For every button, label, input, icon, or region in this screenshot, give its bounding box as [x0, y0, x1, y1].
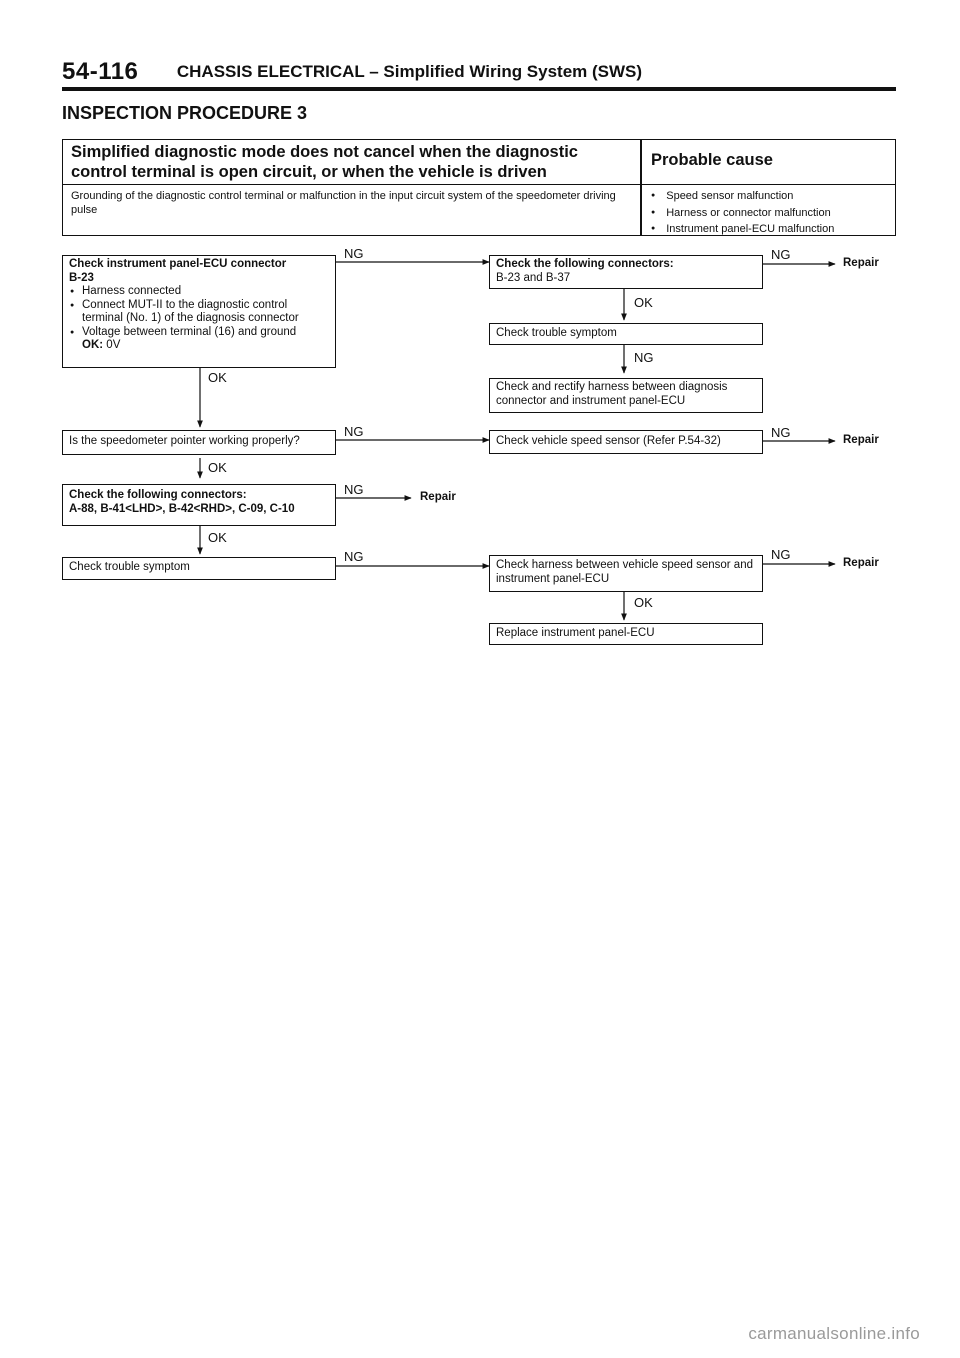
probable-cause-item: ● Harness or connector malfunction [651, 206, 834, 223]
ng-label: NG [634, 350, 654, 365]
step-replace-ecu [489, 623, 763, 645]
probable-cause-heading: Probable cause [651, 151, 773, 169]
probable-cause-item: ● Speed sensor malfunction [651, 189, 834, 206]
check-item: ● Connect MUT-II to the diagnostic control terminal (No. 1) of the diagnosis connector [69, 299, 329, 326]
ok-condition-value: 0V [106, 339, 121, 351]
ok-label: OK [208, 370, 227, 385]
ng-label: NG [771, 547, 791, 562]
step-check-speed-sensor [489, 430, 763, 454]
step-check-connectors [62, 484, 336, 526]
step-text: Is the speedometer pointer working properly? [69, 435, 300, 447]
repair-label: Repair [843, 257, 879, 269]
ok-label: OK [634, 295, 653, 310]
repair-label: Repair [843, 434, 879, 446]
probable-cause-item: ● Instrument panel-ECU malfunction [651, 222, 834, 239]
ok-condition [69, 339, 329, 353]
step-text: Check harness between vehicle speed sensor and instrument panel-ECU [496, 559, 753, 585]
connector-list: A-88, B-41<LHD>, B-42<RHD>, C-09, C-10 [69, 502, 295, 515]
repair-label: Repair [843, 557, 879, 569]
watermark: carmanualsonline.info [748, 1324, 920, 1343]
page-number: 54-116 [62, 58, 139, 85]
procedure-title: INSPECTION PROCEDURE 3 [62, 103, 308, 123]
ok-label: OK [634, 595, 653, 610]
step-text: Check and rectify harness between diagnosis connector and instrument panel-ECU [496, 381, 728, 407]
symptom-description: Grounding of the diagnostic control terminal or malfunction in the input circuit system of the speedometer driving pulse [71, 190, 616, 216]
step-title: Check the following connectors: [69, 489, 247, 501]
ng-label: NG [344, 424, 364, 439]
step-check-trouble-symptom-2 [489, 323, 763, 345]
step-rectify-harness [489, 378, 763, 413]
repair-label: Repair [420, 491, 456, 503]
step-check-b23-b37 [489, 255, 763, 289]
ng-label: NG [344, 549, 364, 564]
step-title: Check instrument panel-ECU connector [69, 258, 287, 270]
connector-list: B-23 and B-37 [496, 271, 571, 284]
ok-label: OK [208, 460, 227, 475]
ng-label: NG [771, 247, 791, 262]
step-checklist [69, 285, 329, 339]
step-text: Check trouble symptom [69, 561, 190, 573]
step-check-ecu-connector [62, 255, 336, 368]
step-check-sensor-harness [489, 555, 763, 592]
ok-label: OK [208, 530, 227, 545]
step-title: Check the following connectors: [496, 258, 674, 270]
ng-label: NG [771, 425, 791, 440]
ok-condition-label: OK: [82, 339, 104, 351]
connector-ref: B-23 [69, 271, 94, 284]
ng-label: NG [344, 482, 364, 497]
check-item: ● Voltage between terminal (16) and ground [69, 326, 329, 340]
trouble-symptom-title: Simplified diagnostic mode does not cancel when the diagnostic control terminal is open circuit, or when the vehicle is driven [71, 143, 578, 181]
step-text: Replace instrument panel-ECU [496, 627, 655, 639]
check-item: ● Harness connected [69, 285, 329, 299]
step-text: Check trouble symptom [496, 327, 617, 339]
step-check-trouble-symptom [62, 557, 336, 580]
section-title: CHASSIS ELECTRICAL – Simplified Wiring System (SWS) [176, 62, 643, 81]
step-speedometer-question [62, 430, 336, 455]
step-text: Check vehicle speed sensor (Refer P.54-32) [496, 435, 721, 447]
ng-label: NG [344, 246, 364, 261]
